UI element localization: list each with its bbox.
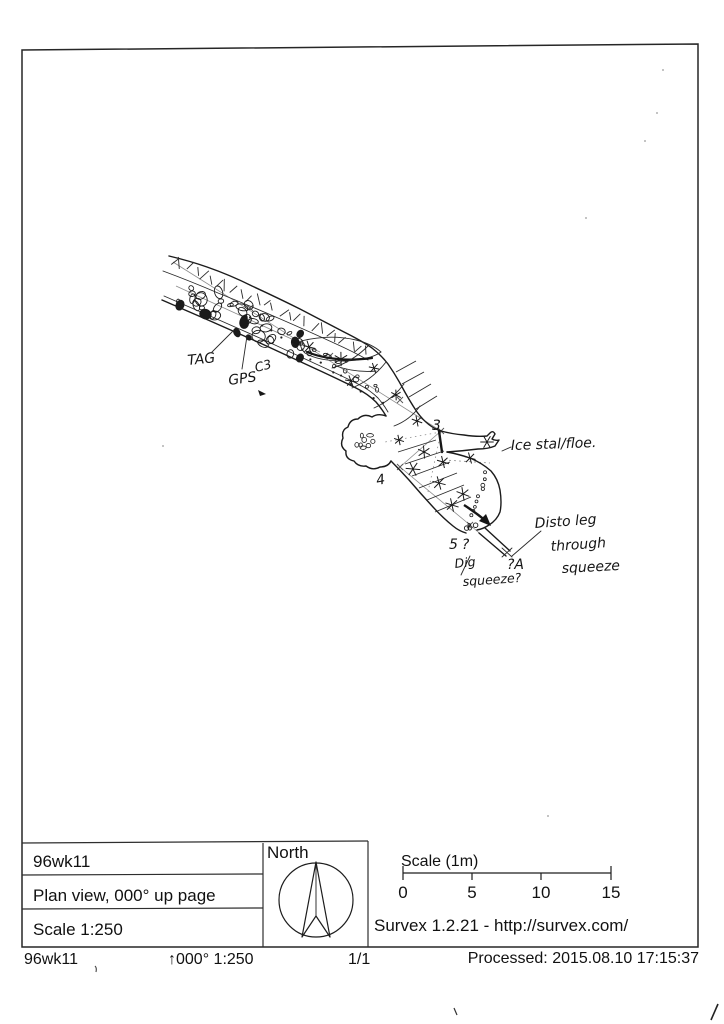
braid-dot	[270, 329, 272, 331]
ice-leader-line	[502, 447, 511, 451]
ice-crystal-icon	[432, 476, 445, 489]
disto-note-line1: Disto leg	[534, 511, 597, 532]
braid-dot	[261, 324, 263, 326]
scan-speck	[585, 217, 587, 219]
hatch-tick	[187, 262, 194, 269]
dig-note-line2: squeeze?	[462, 569, 522, 589]
station-tick	[397, 397, 403, 403]
hatch-tick	[230, 286, 238, 293]
rib-hatch	[396, 361, 416, 372]
cave-name: 96wk11	[33, 852, 91, 871]
alcove-pebble	[355, 443, 359, 448]
wall-pebble	[484, 471, 487, 474]
ice-crystal-icon	[437, 456, 449, 468]
hatch-tick	[290, 312, 291, 320]
hatch-tick	[216, 280, 223, 286]
wall-pebble	[476, 495, 479, 498]
hatch-tick	[293, 314, 300, 321]
hatch-tick	[241, 289, 243, 298]
alcove-pebble	[371, 439, 375, 443]
boulder	[243, 299, 255, 311]
survey-legs	[173, 262, 506, 556]
rib-hatch	[409, 384, 431, 397]
scale-tick-15: 15	[601, 883, 621, 902]
hatch-tick	[353, 342, 354, 352]
alcove-pebble	[366, 443, 371, 447]
hatch-tick	[365, 346, 366, 355]
ice-crystal-icon	[480, 436, 493, 448]
footer-processed-timestamp: Processed: 2015.08.10 17:15:37	[467, 950, 699, 967]
alcove-pebble	[360, 433, 363, 438]
label-tag: TAG	[186, 350, 216, 369]
hatch-tick	[280, 310, 289, 317]
hatch-tick	[210, 276, 212, 285]
ice-stal-label: Ice stal/floe.	[510, 435, 597, 454]
cave-sketch	[162, 256, 620, 589]
gps-leader-line	[242, 336, 247, 369]
squeeze-boulder	[473, 523, 478, 528]
wall-pebble	[475, 500, 478, 503]
wall-pebble	[481, 483, 485, 487]
hatch-tick	[335, 333, 336, 342]
pebble	[374, 384, 377, 386]
boulder	[260, 323, 273, 333]
hatch-tick	[264, 300, 270, 305]
hatch-tick	[321, 322, 322, 333]
hatch-tick	[198, 267, 199, 276]
rib-hatch	[402, 372, 424, 384]
boulder	[295, 353, 305, 364]
braid-dot	[249, 316, 251, 318]
scale-tick-10: 10	[531, 883, 551, 902]
scale-text: Scale 1:250	[33, 920, 123, 939]
view-description: Plan view, 000° up page	[33, 886, 216, 905]
boulder	[232, 327, 241, 338]
boulder	[213, 285, 224, 300]
north-label: North	[267, 843, 309, 862]
braid-dot	[280, 336, 282, 338]
dig-note-line1: Dig	[453, 553, 477, 571]
qa-label: ?A	[507, 557, 525, 573]
alcove-pebble	[367, 434, 374, 438]
braid-dot	[382, 402, 384, 404]
wall-pebble	[483, 478, 486, 481]
scan-speck	[547, 815, 549, 817]
hatch-tick	[354, 346, 361, 352]
disto-note-line3: squeeze	[561, 557, 621, 577]
boulder	[188, 285, 195, 292]
station-4-label: 4	[374, 471, 387, 489]
footer-bearing-scale: ↑000° 1:250	[168, 951, 254, 968]
footer-cave-name: 96wk11	[24, 951, 78, 968]
label-c3: C3	[253, 356, 273, 375]
hatch-tick	[327, 330, 335, 336]
disto-leader-line	[512, 531, 541, 556]
hatch-tick	[312, 323, 319, 331]
survex-credit: Survex 1.2.21 - http://survex.com/	[374, 916, 629, 935]
label-gps: GPS	[227, 369, 258, 389]
hatch-tick	[270, 303, 272, 311]
station-3-label: 3	[432, 418, 441, 434]
braid-dot	[291, 343, 293, 345]
scan-speck	[644, 140, 646, 142]
passage-walls	[162, 256, 512, 557]
braid-dot	[320, 361, 322, 363]
disto-note-line2: through	[550, 535, 607, 555]
scale-tick-5: 5	[467, 883, 477, 902]
alcove-pebble	[360, 446, 366, 450]
footer-page-number: 1/1	[348, 951, 371, 968]
scale-bar	[374, 853, 628, 935]
wall-pebble	[474, 505, 477, 508]
scale-bar-label: Scale (1m)	[401, 853, 479, 870]
braid-dot	[340, 374, 342, 376]
sketch-annotations	[187, 331, 621, 589]
hatch-tick	[200, 271, 209, 279]
braid-dot	[372, 397, 374, 399]
hatch-tick	[171, 259, 178, 264]
scan-speck	[662, 69, 664, 71]
braid-dot	[332, 371, 334, 373]
ice-crystal-symbols	[303, 341, 494, 512]
tag-leader-line	[212, 331, 233, 352]
pebble	[365, 385, 368, 388]
braid-dot	[309, 358, 311, 360]
braid-dot	[360, 390, 362, 392]
boulder	[264, 333, 277, 346]
station-5-label: 5?	[449, 537, 474, 553]
station-tick	[397, 464, 403, 470]
north-indicator	[267, 843, 353, 937]
small-arrow-mark	[258, 390, 266, 396]
scan-speck	[162, 445, 164, 447]
braid-dot	[301, 349, 303, 351]
footer-line	[24, 950, 699, 968]
scale-tick-0: 0	[398, 883, 408, 902]
boulder	[286, 331, 292, 336]
wall-pebble	[481, 487, 484, 490]
hatch-tick	[257, 293, 260, 305]
wall-pebble	[470, 514, 473, 517]
page-frame	[22, 44, 698, 947]
scan-specks	[95, 69, 718, 1020]
rib-hatch	[416, 396, 437, 409]
scan-speck	[656, 112, 658, 114]
